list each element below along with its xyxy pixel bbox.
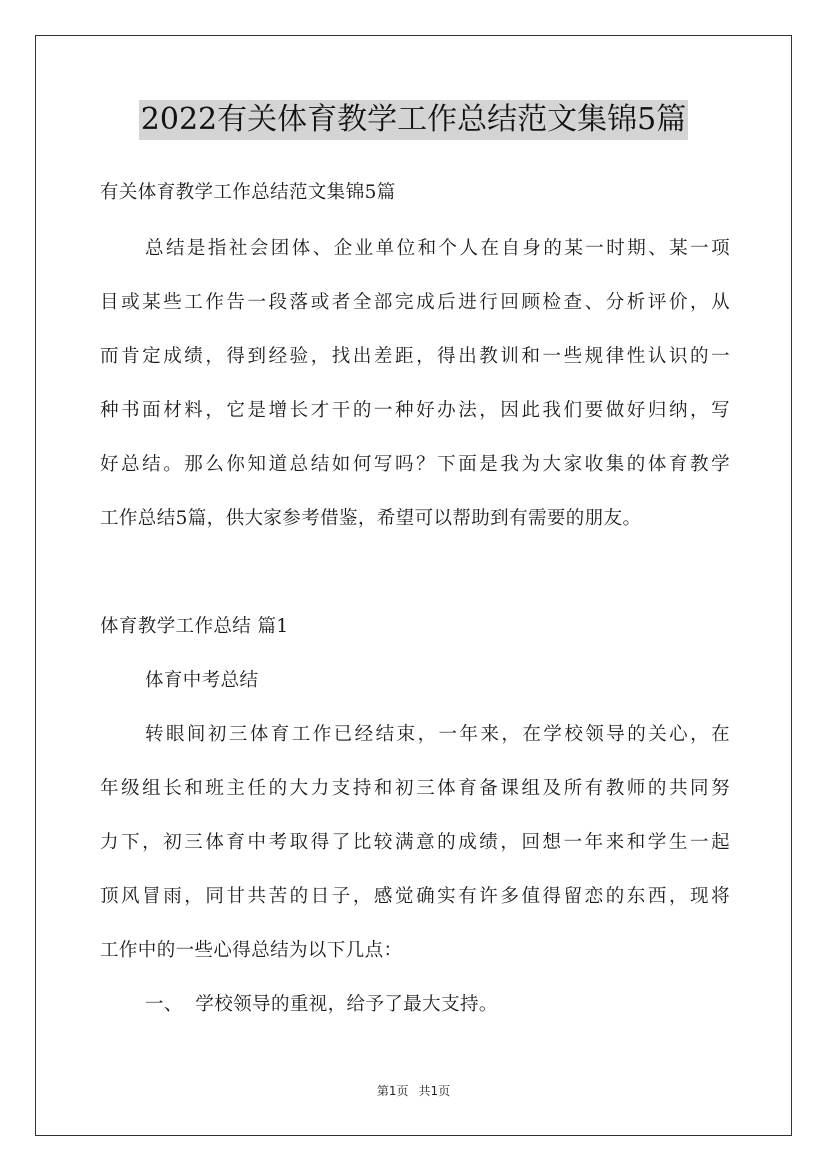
intro-line-3: 而肯定成绩，得到经验，找出差距，得出教训和一些规律性认识的一 bbox=[100, 346, 730, 367]
point-1: 一、 学校领导的重视，给予了最大支持。 bbox=[145, 994, 498, 1015]
document-title: 2022有关体育教学工作总结范文集锦5篇 bbox=[139, 100, 688, 140]
document-subtitle: 有关体育教学工作总结范文集锦5篇 bbox=[100, 182, 396, 203]
section-subheading: 体育中考总结 bbox=[145, 670, 259, 691]
section-heading: 体育教学工作总结 篇1 bbox=[100, 616, 289, 637]
intro-line-6: 工作总结5篇，供大家参考借鉴，希望可以帮助到有需要的朋友。 bbox=[100, 508, 642, 529]
body-line-1: 转眼间初三体育工作已经结束，一年来，在学校领导的关心，在 bbox=[145, 724, 730, 745]
body-line-5: 工作中的一些心得总结为以下几点： bbox=[100, 940, 403, 961]
intro-line-4: 种书面材料，它是增长才干的一种好办法，因此我们要做好归纳，写 bbox=[100, 400, 730, 421]
intro-line-5: 好总结。那么你知道总结如何写吗？下面是我为大家收集的体育教学 bbox=[100, 454, 730, 475]
title-container bbox=[0, 100, 827, 140]
page-footer bbox=[0, 1083, 827, 1099]
body-line-3: 力下，初三体育中考取得了比较满意的成绩，回想一年来和学生一起 bbox=[100, 832, 730, 853]
page-total: 共1页 bbox=[418, 1084, 451, 1098]
intro-line-2: 目或某些工作告一段落或者全部完成后进行回顾检查、分析评价，从 bbox=[100, 292, 730, 313]
page-current: 第1页 bbox=[376, 1084, 409, 1098]
body-line-4: 顶风冒雨，同甘共苦的日子，感觉确实有许多值得留恋的东西，现将 bbox=[100, 886, 730, 907]
body-line-2: 年级组长和班主任的大力支持和初三体育备课组及所有教师的共同努 bbox=[100, 778, 730, 799]
intro-line-1: 总结是指社会团体、企业单位和个人在自身的某一时期、某一项 bbox=[145, 238, 730, 259]
